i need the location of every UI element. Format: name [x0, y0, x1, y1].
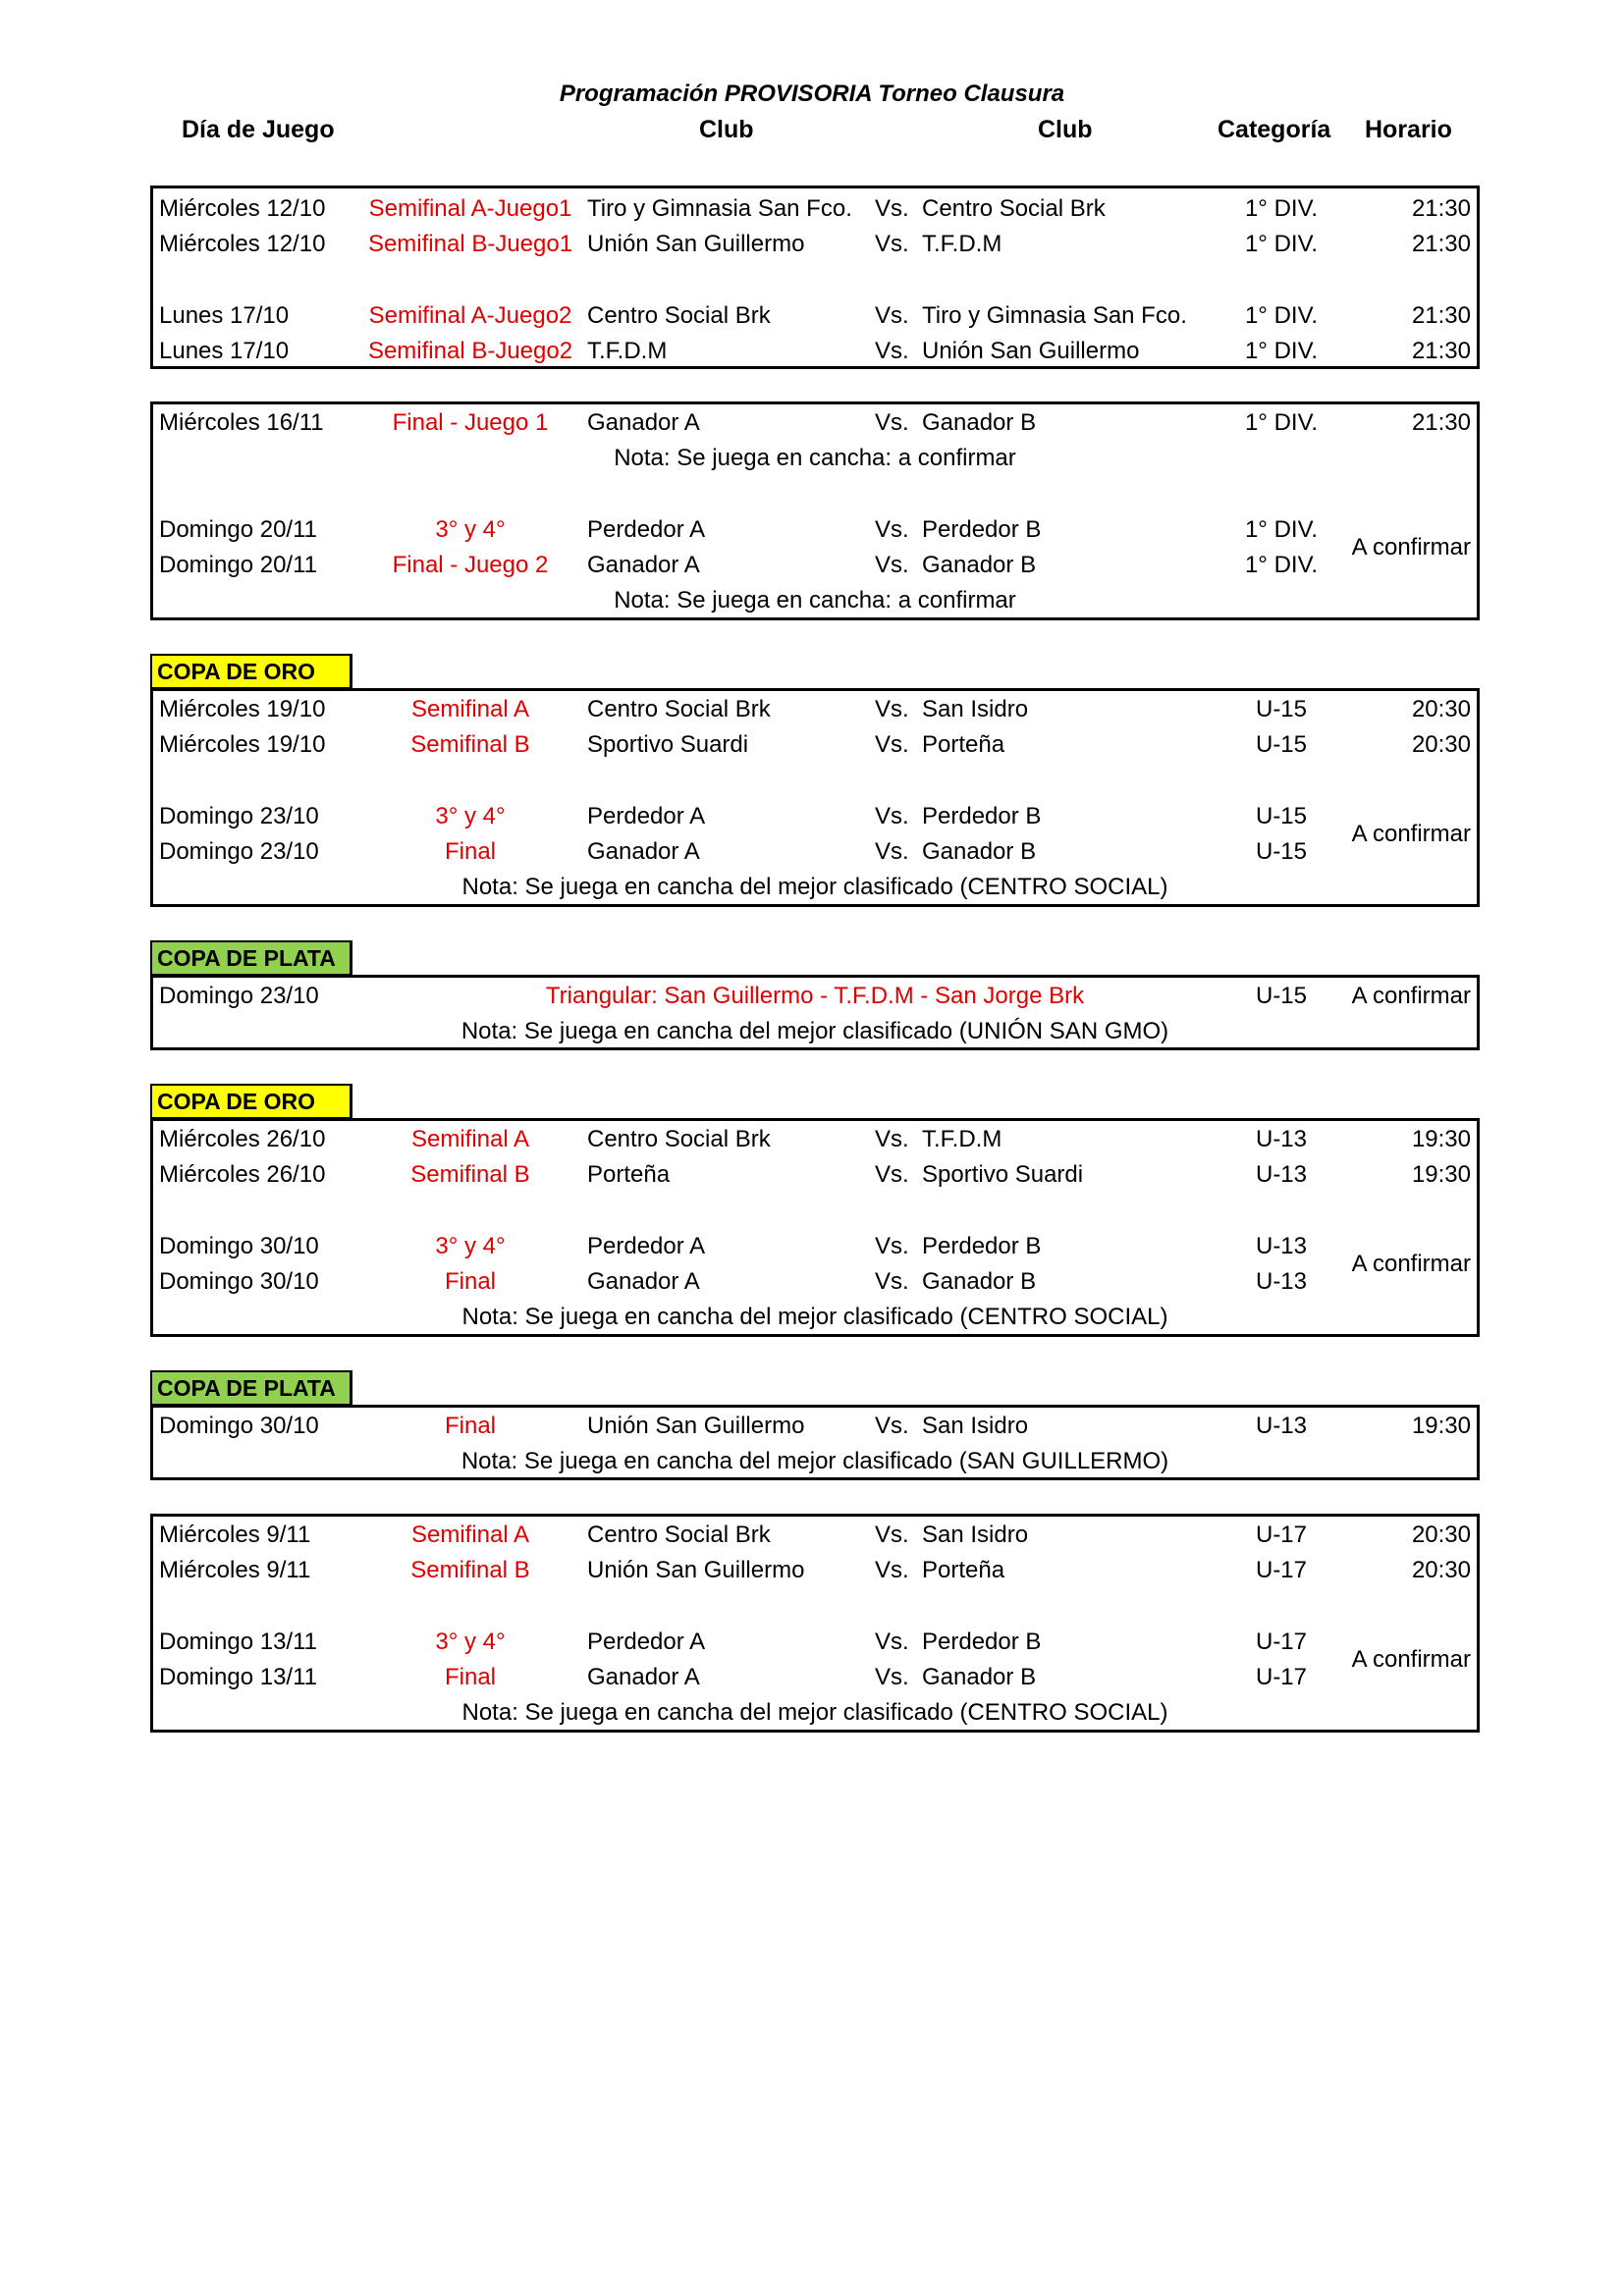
merged-time: A confirmar — [1351, 821, 1471, 847]
match-vs: Vs. — [875, 231, 909, 257]
match-stage: Semifinal B — [410, 731, 530, 758]
venue-note: Nota: Se juega en cancha del mejor clasificado (SAN GUILLERMO) — [460, 1448, 1169, 1474]
match-category: 1° DIV. — [1244, 552, 1319, 578]
match-club-home: Perdedor A — [587, 516, 706, 543]
match-club-home: Ganador A — [587, 838, 700, 865]
match-day: Miércoles 9/11 — [159, 1522, 311, 1548]
match-stage: Final — [444, 1664, 497, 1690]
match-stage: 3° y 4° — [435, 1233, 506, 1259]
match-club-home: Perdedor A — [587, 803, 706, 829]
match-category: U-15 — [1255, 731, 1308, 758]
match-category: 1° DIV. — [1244, 409, 1319, 436]
match-row — [153, 1553, 1477, 1588]
venue-note: Nota: Se juega en cancha del mejor clasificado (CENTRO SOCIAL) — [461, 1304, 1168, 1330]
match-row — [153, 1625, 1477, 1660]
venue-note: Nota: Se juega en cancha del mejor clasificado (CENTRO SOCIAL) — [461, 874, 1168, 900]
match-stage: Semifinal B-Juego2 — [367, 338, 573, 364]
match-row — [153, 405, 1477, 441]
match-club-home: Centro Social Brk — [587, 302, 771, 329]
match-club-home: Perdedor A — [587, 1233, 706, 1259]
match-stage: Final - Juego 2 — [392, 552, 549, 578]
match-time: 21:30 — [1411, 409, 1471, 436]
section-label-copa-plata: COPA DE PLATA — [150, 1370, 352, 1406]
match-vs: Vs. — [875, 696, 909, 722]
match-category: 1° DIV. — [1244, 516, 1319, 543]
match-vs: Vs. — [875, 552, 909, 578]
section-label-copa-oro: COPA DE ORO — [150, 1084, 352, 1119]
merged-time: A confirmar — [1351, 1646, 1471, 1673]
match-club-away: Centro Social Brk — [922, 195, 1106, 222]
match-vs: Vs. — [875, 195, 909, 222]
page-title: Programación PROVISORIA Torneo Clausura — [559, 80, 1065, 107]
match-stage: Final — [444, 1268, 497, 1295]
match-category: U-13 — [1255, 1233, 1308, 1259]
match-club-home: Tiro y Gimnasia San Fco. — [587, 195, 852, 222]
match-category: U-15 — [1255, 983, 1308, 1009]
match-time: 21:30 — [1411, 195, 1471, 222]
match-stage: Semifinal A — [410, 696, 530, 722]
match-row — [153, 548, 1477, 583]
match-row — [153, 727, 1477, 763]
match-vs: Vs. — [875, 1126, 909, 1152]
match-stage: 3° y 4° — [435, 803, 506, 829]
match-club-home: Ganador A — [587, 552, 700, 578]
block-copa-oro-u13 — [150, 1118, 1480, 1337]
match-vs: Vs. — [875, 302, 909, 329]
match-club-home: Unión San Guillermo — [587, 1413, 805, 1439]
match-stage: Semifinal A — [410, 1126, 530, 1152]
match-club-away: Ganador B — [922, 838, 1037, 865]
match-day: Domingo 30/10 — [159, 1268, 319, 1295]
header-categoria: Categoría — [1218, 116, 1331, 143]
match-category: 1° DIV. — [1244, 338, 1319, 364]
match-day: Domingo 30/10 — [159, 1233, 319, 1259]
match-vs: Vs. — [875, 803, 909, 829]
match-stage: Final - Juego 1 — [392, 409, 549, 436]
block-semifinales-primera — [150, 186, 1480, 369]
merged-time: A confirmar — [1351, 534, 1471, 561]
match-time: 21:30 — [1411, 231, 1471, 257]
match-row — [153, 692, 1477, 727]
match-day: Miércoles 12/10 — [159, 231, 326, 257]
match-club-away: Unión San Guillermo — [922, 338, 1140, 364]
block-finales-primera — [150, 401, 1480, 620]
match-stage: Final — [444, 838, 497, 865]
header-club-1: Club — [699, 116, 754, 143]
match-club-home: Unión San Guillermo — [587, 231, 805, 257]
match-time: 19:30 — [1411, 1161, 1471, 1188]
match-club-away: Sportivo Suardi — [922, 1161, 1084, 1188]
match-category: 1° DIV. — [1244, 195, 1319, 222]
match-stage: 3° y 4° — [435, 1629, 506, 1655]
match-club-away: Ganador B — [922, 552, 1037, 578]
venue-note: Nota: Se juega en cancha del mejor clasificado (CENTRO SOCIAL) — [461, 1699, 1168, 1726]
venue-note: Nota: Se juega en cancha del mejor clasificado (UNIÓN SAN GMO) — [460, 1018, 1169, 1044]
match-category: U-17 — [1255, 1664, 1308, 1690]
match-club-home: Perdedor A — [587, 1629, 706, 1655]
match-stage: Semifinal A-Juego1 — [368, 195, 572, 222]
match-category: U-15 — [1255, 696, 1308, 722]
match-stage: Semifinal B — [410, 1557, 530, 1583]
match-vs: Vs. — [875, 838, 909, 865]
match-vs: Vs. — [875, 1664, 909, 1690]
match-vs: Vs. — [875, 1557, 909, 1583]
match-day: Domingo 13/11 — [159, 1629, 317, 1655]
match-vs: Vs. — [875, 1233, 909, 1259]
venue-note: Nota: Se juega en cancha: a confirmar — [614, 445, 1016, 471]
match-category: U-17 — [1255, 1629, 1308, 1655]
match-row — [153, 191, 1477, 227]
header-dia: Día de Juego — [182, 116, 335, 143]
match-day: Domingo 30/10 — [159, 1413, 319, 1439]
match-club-away: T.F.D.M — [922, 1126, 1002, 1152]
match-vs: Vs. — [875, 1268, 909, 1295]
match-club-home: Centro Social Brk — [587, 696, 771, 722]
match-row — [153, 1229, 1477, 1264]
match-category: U-15 — [1255, 838, 1308, 865]
match-time: 20:30 — [1411, 1522, 1471, 1548]
match-time: 19:30 — [1411, 1126, 1471, 1152]
match-row — [153, 1157, 1477, 1193]
match-category: U-13 — [1255, 1268, 1308, 1295]
match-vs: Vs. — [875, 516, 909, 543]
match-club-away: Perdedor B — [922, 803, 1042, 829]
header-club-2: Club — [1038, 116, 1093, 143]
match-club-away: Perdedor B — [922, 1629, 1042, 1655]
match-day: Lunes 17/10 — [159, 302, 290, 329]
match-club-away: Porteña — [922, 731, 1005, 758]
match-row — [153, 1518, 1477, 1553]
match-vs: Vs. — [875, 409, 909, 436]
match-category: U-13 — [1255, 1126, 1308, 1152]
match-stage: Semifinal B-Juego1 — [367, 231, 573, 257]
match-row — [153, 834, 1477, 870]
match-club-away: Ganador B — [922, 1268, 1037, 1295]
match-row — [153, 1660, 1477, 1695]
header-horario: Horario — [1365, 116, 1452, 143]
match-time: 20:30 — [1411, 696, 1471, 722]
match-row — [153, 227, 1477, 262]
match-club-away: Ganador B — [922, 1664, 1037, 1690]
match-vs: Vs. — [875, 338, 909, 364]
match-time: 20:30 — [1411, 1557, 1471, 1583]
match-row — [153, 298, 1477, 334]
match-row — [153, 512, 1477, 548]
match-club-home: Centro Social Brk — [587, 1126, 771, 1152]
section-label-copa-oro: COPA DE ORO — [150, 654, 352, 689]
match-time: 21:30 — [1411, 338, 1471, 364]
match-vs: Vs. — [875, 1629, 909, 1655]
match-club-home: Ganador A — [587, 1664, 700, 1690]
match-time: A confirmar — [1351, 983, 1471, 1009]
match-club-away: Porteña — [922, 1557, 1005, 1583]
match-stage: 3° y 4° — [435, 516, 506, 543]
match-stage: Semifinal A — [410, 1522, 530, 1548]
venue-note: Nota: Se juega en cancha: a confirmar — [614, 587, 1016, 614]
match-club-away: Tiro y Gimnasia San Fco. — [922, 302, 1187, 329]
match-day: Miércoles 19/10 — [159, 696, 326, 722]
match-club-home: Sportivo Suardi — [587, 731, 749, 758]
match-day: Miércoles 16/11 — [159, 409, 324, 436]
match-club-home: Ganador A — [587, 1268, 700, 1295]
match-stage: Final — [444, 1413, 497, 1439]
match-club-home: Centro Social Brk — [587, 1522, 771, 1548]
match-club-away: San Isidro — [922, 696, 1029, 722]
match-category: U-17 — [1255, 1557, 1308, 1583]
match-row — [153, 1122, 1477, 1157]
match-time: 19:30 — [1411, 1413, 1471, 1439]
match-stage: Semifinal B — [410, 1161, 530, 1188]
match-category: U-15 — [1255, 803, 1308, 829]
match-day: Miércoles 19/10 — [159, 731, 326, 758]
match-day: Miércoles 12/10 — [159, 195, 326, 222]
match-row — [153, 334, 1477, 369]
match-club-away: Perdedor B — [922, 516, 1042, 543]
match-time: 20:30 — [1411, 731, 1471, 758]
match-row — [153, 1264, 1477, 1300]
match-club-away: Perdedor B — [922, 1233, 1042, 1259]
match-club-home: Ganador A — [587, 409, 700, 436]
block-u17 — [150, 1514, 1480, 1733]
match-time: 21:30 — [1411, 302, 1471, 329]
match-day: Lunes 17/10 — [159, 338, 290, 364]
match-day: Domingo 23/10 — [159, 838, 319, 865]
match-day: Miércoles 9/11 — [159, 1557, 311, 1583]
match-day: Domingo 13/11 — [159, 1664, 317, 1690]
match-club-home: T.F.D.M — [587, 338, 668, 364]
match-day: Domingo 20/11 — [159, 516, 317, 543]
match-vs: Vs. — [875, 1161, 909, 1188]
match-day: Domingo 23/10 — [159, 803, 319, 829]
triangular-matchup: Triangular: San Guillermo - T.F.D.M - San Jorge Brk — [545, 983, 1085, 1009]
match-category: 1° DIV. — [1244, 302, 1319, 329]
block-copa-oro-u15 — [150, 688, 1480, 907]
block-copa-plata-u13 — [150, 1405, 1480, 1480]
match-stage: Semifinal A-Juego2 — [368, 302, 572, 329]
match-club-away: San Isidro — [922, 1413, 1029, 1439]
match-category: 1° DIV. — [1244, 231, 1319, 257]
match-category: U-13 — [1255, 1413, 1308, 1439]
section-label-copa-plata: COPA DE PLATA — [150, 940, 352, 976]
match-day: Miércoles 26/10 — [159, 1161, 326, 1188]
match-day: Domingo 23/10 — [159, 983, 319, 1009]
match-vs: Vs. — [875, 731, 909, 758]
match-category: U-13 — [1255, 1161, 1308, 1188]
match-day: Domingo 20/11 — [159, 552, 317, 578]
match-club-away: T.F.D.M — [922, 231, 1002, 257]
match-club-home: Unión San Guillermo — [587, 1557, 805, 1583]
match-row — [153, 799, 1477, 834]
match-club-away: San Isidro — [922, 1522, 1029, 1548]
match-vs: Vs. — [875, 1413, 909, 1439]
match-category: U-17 — [1255, 1522, 1308, 1548]
block-copa-plata-u15 — [150, 975, 1480, 1050]
match-day: Miércoles 26/10 — [159, 1126, 326, 1152]
merged-time: A confirmar — [1351, 1251, 1471, 1277]
match-club-away: Ganador B — [922, 409, 1037, 436]
match-club-home: Porteña — [587, 1161, 671, 1188]
match-row — [153, 1409, 1477, 1444]
match-vs: Vs. — [875, 1522, 909, 1548]
